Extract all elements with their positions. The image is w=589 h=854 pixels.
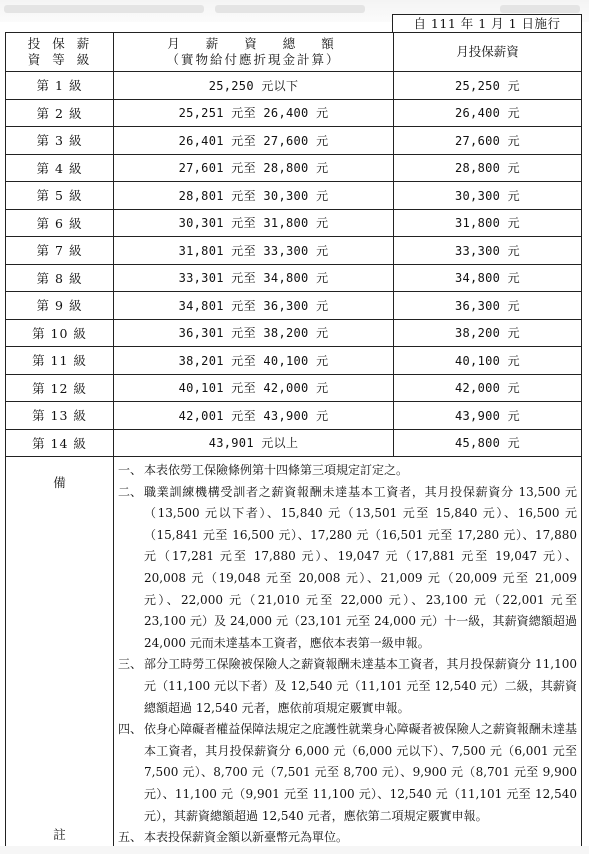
grade-cell: 第 13 級	[6, 402, 114, 430]
insured-salary-cell: 28,800 元	[394, 154, 582, 182]
blurred-bottom-strip	[0, 846, 589, 854]
notes-label-char-1: 備	[53, 475, 66, 490]
header-monthly-wage-line2: （實物給付應折現金計算）	[166, 52, 341, 67]
insured-salary-cell: 45,800 元	[394, 429, 582, 457]
table-row	[6, 182, 582, 210]
insured-salary-cell: 36,300 元	[394, 292, 582, 320]
insured-salary-cell: 38,200 元	[394, 319, 582, 347]
note-item	[118, 460, 577, 482]
grade-cell: 第 12 級	[6, 374, 114, 402]
table-row	[6, 127, 582, 155]
grade-cell: 第 7 級	[6, 237, 114, 265]
wage-range-cell: 26,401 元至 27,600 元	[114, 127, 394, 155]
header-insured-salary: 月投保薪資	[394, 33, 582, 72]
notes-label-cell	[6, 457, 114, 854]
grade-cell: 第 1 級	[6, 72, 114, 100]
note-item	[118, 719, 577, 827]
table-row	[6, 429, 582, 457]
wage-range-cell: 28,801 元至 30,300 元	[114, 182, 394, 210]
note-text: 本表依勞工保險條例第十四條第三項規定訂定之。	[144, 463, 409, 477]
insured-salary-cell: 25,250 元	[394, 72, 582, 100]
insured-salary-cell: 30,300 元	[394, 182, 582, 210]
insured-salary-cell: 27,600 元	[394, 127, 582, 155]
wage-range-cell: 42,001 元至 43,900 元	[114, 402, 394, 430]
note-number: 三、	[118, 657, 143, 672]
insured-salary-grade-table	[5, 32, 582, 854]
grade-cell: 第 4 級	[6, 154, 114, 182]
wage-range-cell: 33,301 元至 34,800 元	[114, 264, 394, 292]
insured-salary-cell: 40,100 元	[394, 347, 582, 375]
wage-range-cell: 38,201 元至 40,100 元	[114, 347, 394, 375]
header-salary-grade-line2: 資等級	[27, 52, 102, 67]
grade-cell: 第 6 級	[6, 209, 114, 237]
note-number: 五、	[118, 830, 143, 845]
note-text: 職業訓練機構受訓者之薪資報酬未達基本工資者，其月投保薪資分 13,500 元（13,500 元以下者）、15,840 元（13,501 元至 15,840 元）、16,500 元（15,841 元至 16,500 元）、17,280 元（16,501 元至 17,280 元）、17,880 元（17,281 元至 17,880 元）、19,047 元（17,881 元至 19,047 元）、20,008 元（19,048 元至 20,008 元）、21,009 元（20,009 元至 21,009 元）、22,000 元（21,010 元至 22,000 元）、23,100 元（22,001 元至 23,100 元）及 24,000 元（23,101 元至 24,000 元）十一級，其薪資總額超過 24,000 元而未達基本工資者，應依本表第一級申報。	[144, 484, 577, 650]
wage-range-cell: 25,251 元至 26,400 元	[114, 99, 394, 127]
table-row	[6, 402, 582, 430]
table-row	[6, 264, 582, 292]
insured-salary-cell: 42,000 元	[394, 374, 582, 402]
header-salary-grade-line1: 投保薪	[27, 36, 102, 51]
table-row	[6, 347, 582, 375]
insured-salary-cell: 26,400 元	[394, 99, 582, 127]
note-item	[118, 482, 577, 655]
effective-date-note: 自 111 年 1 月 1 日施行	[392, 14, 582, 33]
table-row	[6, 209, 582, 237]
table-row	[6, 99, 582, 127]
table-row	[6, 292, 582, 320]
insured-salary-cell: 33,300 元	[394, 237, 582, 265]
table-row	[6, 154, 582, 182]
header-salary-grade	[6, 33, 114, 72]
note-number: 二、	[118, 484, 143, 499]
wage-range-cell: 31,801 元至 33,300 元	[114, 237, 394, 265]
insured-salary-cell: 34,800 元	[394, 264, 582, 292]
insured-salary-cell: 43,900 元	[394, 402, 582, 430]
note-text: 部分工時勞工保險被保險人之薪資報酬未達基本工資者，其月投保薪資分 11,100 元（11,100 元以下者）及 12,540 元（11,101 元至 12,540 元）二級，其薪資總額超過 12,540 元者，應依前項規定覈實申報。	[144, 657, 577, 715]
note-item	[118, 654, 577, 719]
grade-cell: 第 10 級	[6, 319, 114, 347]
note-text: 依身心障礙者權益保障法規定之庇護性就業身心障礙者被保險人之薪資報酬未達基本工資者，其月投保薪資分 6,000 元（6,000 元以下）、7,500 元（6,001 元至 7,500 元）、8,700 元（7,501 元至 8,700 元）、9,900 元（8,701 元至 9,900 元）、11,100 元（9,901 元至 11,100 元）、12,540 元（11,101 元至 12,540 元），其薪資總額超過 12,540 元者，應依第二項規定覈實申報。	[144, 722, 577, 823]
table-row	[6, 319, 582, 347]
grade-cell: 第 5 級	[6, 182, 114, 210]
wage-range-cell: 25,250 元以下	[114, 72, 394, 100]
table-row	[6, 237, 582, 265]
grade-cell: 第 11 級	[6, 347, 114, 375]
note-number: 一、	[118, 463, 143, 477]
wage-range-cell: 34,801 元至 36,300 元	[114, 292, 394, 320]
wage-range-cell: 30,301 元至 31,800 元	[114, 209, 394, 237]
header-monthly-wage	[114, 33, 394, 72]
notes-content	[114, 457, 582, 854]
table-header-row	[6, 33, 582, 72]
notes-label-char-2: 註	[53, 826, 66, 842]
grade-cell: 第 2 級	[6, 99, 114, 127]
grade-cell: 第 9 級	[6, 292, 114, 320]
insured-salary-cell: 31,800 元	[394, 209, 582, 237]
grade-cell: 第 14 級	[6, 429, 114, 457]
table-row	[6, 374, 582, 402]
note-text: 本表投保薪資金額以新臺幣元為單位。	[144, 830, 349, 845]
notes-row	[6, 457, 582, 854]
wage-range-cell: 36,301 元至 38,200 元	[114, 319, 394, 347]
grade-cell: 第 8 級	[6, 264, 114, 292]
wage-range-cell: 43,901 元以上	[114, 429, 394, 457]
table-row	[6, 72, 582, 100]
wage-range-cell: 27,601 元至 28,800 元	[114, 154, 394, 182]
grade-cell: 第 3 級	[6, 127, 114, 155]
header-monthly-wage-line1: 月薪資總額	[167, 36, 360, 51]
note-number: 四、	[118, 722, 143, 737]
wage-range-cell: 40,101 元至 42,000 元	[114, 374, 394, 402]
